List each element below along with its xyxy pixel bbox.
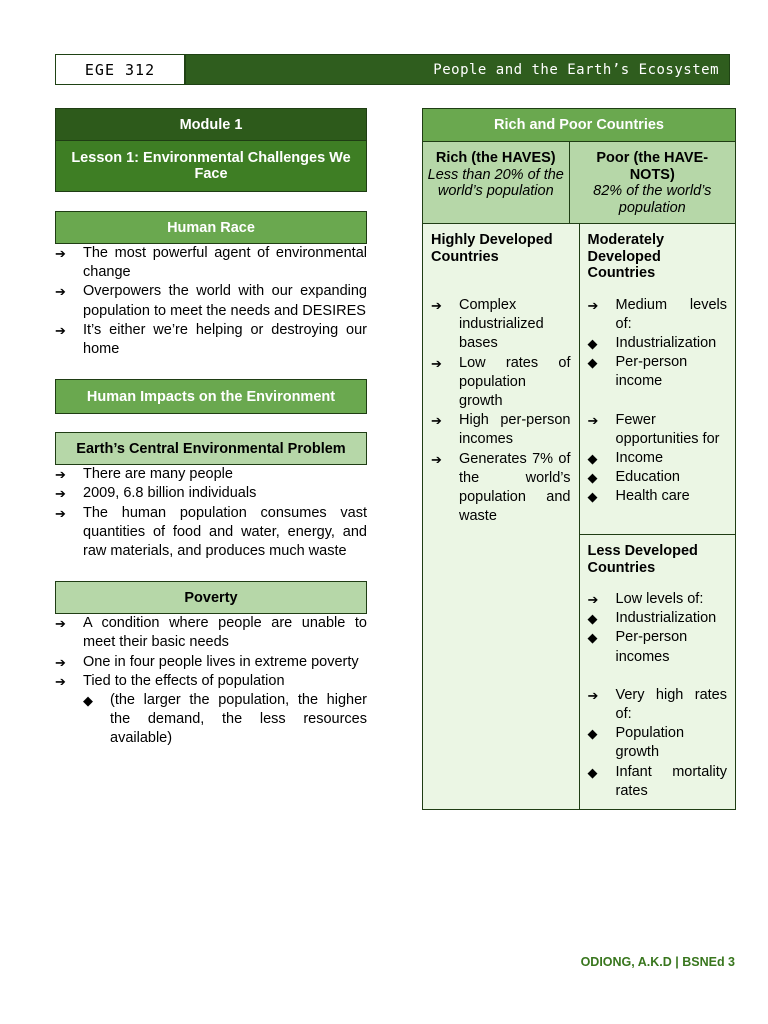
less-developed-list [588, 590, 728, 801]
footer-author: ODIONG, A.K.D | BSNEd 3 [580, 955, 735, 969]
rich-poor-table [422, 108, 736, 810]
table-title: Rich and Poor Countries [423, 109, 735, 142]
course-code: EGE 312 [56, 55, 186, 84]
poor-note: 82% of the world’s population [593, 183, 712, 216]
poverty-list [55, 614, 367, 748]
highly-developed-cell [423, 224, 579, 526]
moderately-developed-title: Moderately Developed Countries [587, 232, 665, 281]
rich-column [423, 224, 580, 809]
list-item: ➔ Medium levels of: [588, 296, 728, 334]
list-item: ➔ Overpowers the world with our expanding population to meet the needs and DESIRES [55, 282, 367, 320]
poor-label: Poor (the HAVE-NOTS) [596, 150, 709, 183]
table-subheader [423, 142, 735, 224]
table-body [423, 224, 735, 809]
list-item: ◆ Infant mortality rates [588, 763, 728, 801]
less-developed-title: Less Developed Countries [587, 543, 698, 576]
list-item: ➔ A condition where people are unable to meet their basic needs [55, 614, 367, 652]
list-item: ➔ 2009, 6.8 billion individuals [55, 484, 367, 503]
poor-column-header [570, 142, 736, 223]
human-race-list [55, 244, 367, 359]
list-item: ➔ Complex industrialized bases [431, 296, 571, 354]
list-item: ◆ Health care [588, 487, 728, 506]
list-item: ◆ Per-person income [588, 353, 728, 391]
list-item: ➔ Tied to the effects of population [55, 672, 367, 691]
list-item: ➔ Very high rates of: [588, 686, 728, 724]
list-item: ◆ Industrialization [588, 334, 728, 353]
human-race-heading: Human Race [55, 211, 367, 244]
list-item: ◆ Per-person incomes [588, 628, 728, 666]
list-item: ➔ Low levels of: [588, 590, 728, 609]
human-impacts-heading: Human Impacts on the Environment [55, 379, 367, 414]
list-item: ◆ Income [588, 449, 728, 468]
list-subitem: ◆ (the larger the population, the higher the demand, the less resources available) [55, 691, 367, 749]
rich-note: Less than 20% of the world’s population [427, 166, 564, 199]
list-item: ➔ Generates 7% of the world’s population and waste [431, 450, 571, 527]
list-item: ◆ Industrialization [588, 609, 728, 628]
list-item: ◆ Education [588, 468, 728, 487]
module-heading: Module 1 [55, 108, 367, 141]
poor-column [580, 224, 736, 809]
list-item: ➔ Fewer opportunities for [588, 411, 728, 449]
list-item: ➔ It’s either we’re helping or destroying our home [55, 321, 367, 359]
moderately-developed-list [588, 296, 728, 507]
list-item: ◆ Population growth [588, 724, 728, 762]
list-item: ➔ The human population consumes vast quantities of food and water, energy, and raw materials, and produces much waste [55, 504, 367, 562]
highly-developed-title: Highly Developed Countries [431, 232, 553, 265]
list-item: ➔ Low rates of population growth [431, 354, 571, 412]
highly-developed-list [431, 296, 571, 526]
rich-column-header [423, 142, 570, 223]
rich-label: Rich (the HAVES) [435, 150, 556, 166]
central-problem-heading: Earth’s Central Environmental Problem [55, 432, 367, 465]
poverty-heading: Poverty [55, 581, 367, 614]
moderately-developed-cell [580, 224, 736, 534]
left-column [55, 108, 367, 749]
list-item: ➔ There are many people [55, 465, 367, 484]
list-item: ➔ One in four people lives in extreme poverty [55, 653, 367, 672]
lesson-heading: Lesson 1: Environmental Challenges We Face [55, 141, 367, 192]
page-header [55, 54, 730, 85]
central-problem-list [55, 465, 367, 561]
list-item: ➔ High per-person incomes [431, 411, 571, 449]
list-item: ➔ The most powerful agent of environmental change [55, 244, 367, 282]
less-developed-cell [580, 534, 736, 801]
course-title: People and the Earth’s Ecosystem [186, 55, 729, 84]
